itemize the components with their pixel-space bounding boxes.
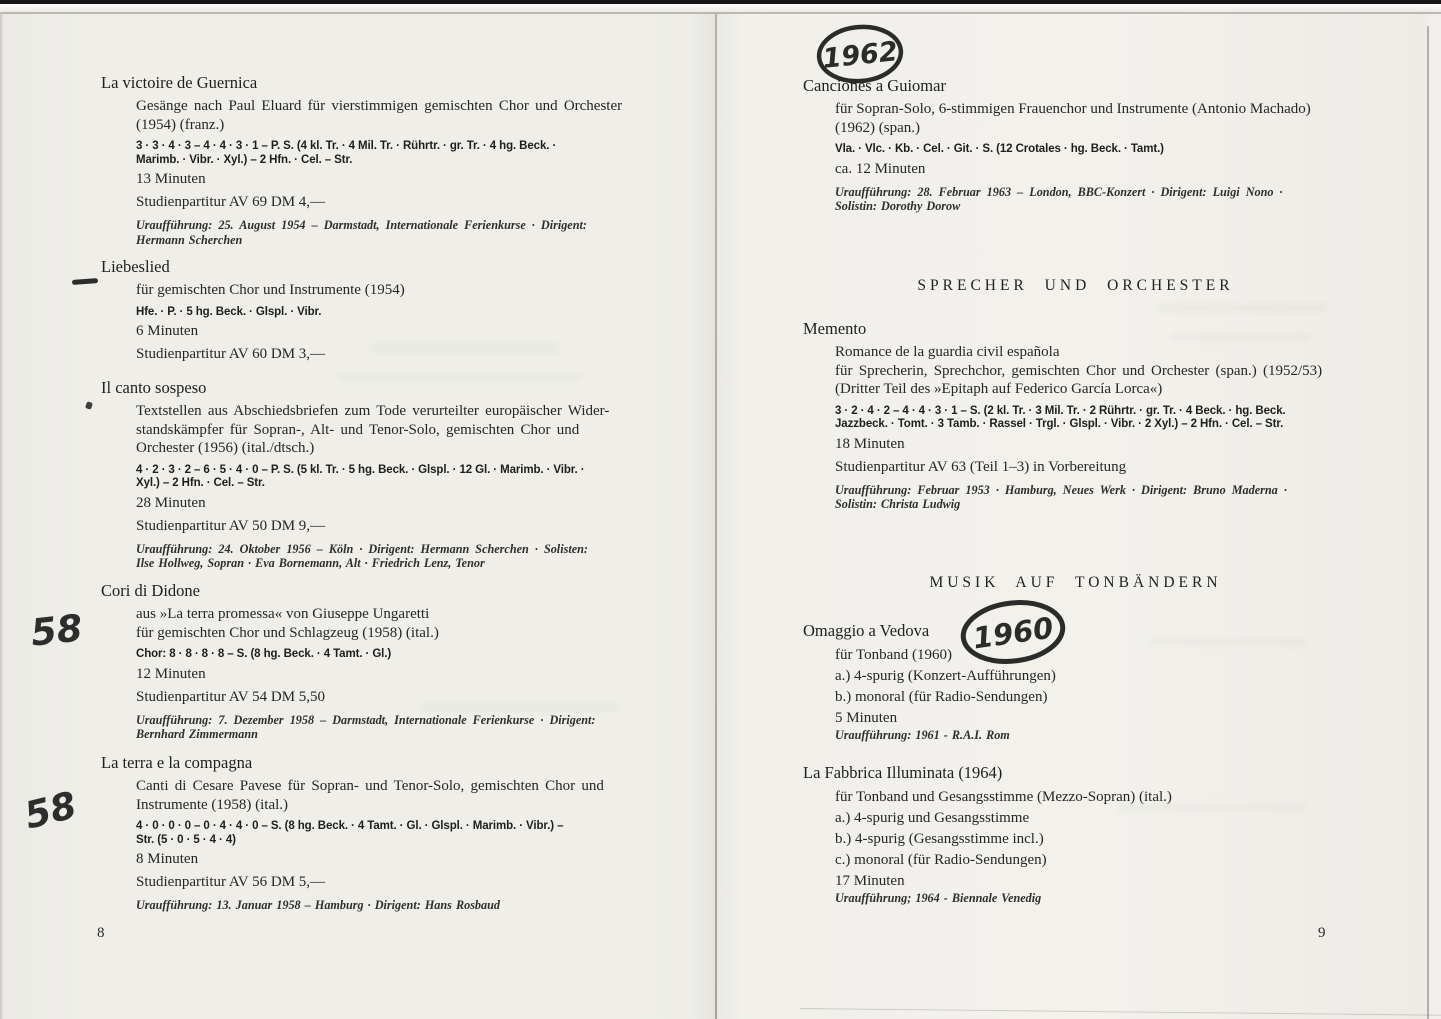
- instrumentation-line: Chor: 8 · 8 · 8 · 8 – S. (8 hg. Beck. · 4 Tamt. · Gl.): [136, 648, 392, 660]
- duration-line: 8 Minuten: [136, 851, 199, 867]
- bleed-through-mark: [370, 344, 560, 352]
- version-option-line: a.) 4-spurig (Konzert-Aufführungen): [835, 668, 1056, 684]
- work-memento: [803, 318, 1403, 511]
- work-title: La terra e la compagna: [101, 753, 253, 772]
- premiere-line: Ilse Hollweg, Sopran · Eva Bornemann, Alt · Friedrich Lenz, Tenor: [136, 556, 485, 570]
- instrumentation-line: 3 · 2 · 4 · 2 – 4 · 4 · 3 · 1 – S. (2 kl. Tr. · 3 Mil. Tr. · 2 Rührtr. · gr. Tr. · 4 Beck. · hg. Beck.: [835, 404, 1286, 417]
- instrumentation-line: 3 · 3 · 4 · 3 – 4 · 4 · 3 · 1 – P. S. (4 kl. Tr. · 4 Mil. Tr. · Rührtr. · gr. Tr. · 4 hg. Beck. ·: [136, 140, 557, 152]
- premiere-line: Uraufführung: 25. August 1954 – Darmstadt, Internationale Ferienkurse · Dirigent:: [136, 218, 587, 232]
- work-il-canto-sospeso: [101, 377, 676, 570]
- score-line: Studienpartitur AV 60 DM 3,—: [136, 346, 326, 362]
- work-description-line: für gemischten Chor und Instrumente (1954): [136, 282, 405, 298]
- page-right-edge-line: [1427, 26, 1429, 1019]
- instrumentation-line: 4 · 0 · 0 · 0 – 0 · 4 · 4 · 0 – S. (8 hg. Beck. · 4 Tamt. · Gl. · Glspl. · Marimb. · Vibr.) –: [136, 820, 564, 832]
- work-description-line: Textstellen aus Abschiedsbriefen zum Tode verurteilter europäischer Wider-: [136, 403, 610, 419]
- page-number-right: 9: [1318, 925, 1326, 941]
- premiere-line: Uraufführung; 1964 - Biennale Venedig: [835, 891, 1042, 905]
- work-description-line: Romance de la guardia civil española: [835, 344, 1060, 360]
- work-la-fabbrica-illuminata: [803, 762, 1403, 905]
- instrumentation-line: Hfe. · P. · 5 hg. Beck. · Glspl. · Vibr.: [136, 305, 322, 318]
- page-gutter-line: [715, 14, 717, 1019]
- version-option-line: b.) monoral (für Radio-Sendungen): [835, 689, 1048, 705]
- gutter-shadow-right: [717, 14, 743, 1019]
- duration-line: 6 Minuten: [136, 323, 199, 339]
- bleed-through-mark: [1172, 334, 1312, 341]
- instrumentation-line: Xyl.) – 2 Hfn. · Cel. – Str.: [136, 477, 265, 489]
- work-title: Omaggio a Vedova: [803, 621, 930, 640]
- instrumentation-line: 4 · 2 · 3 · 2 – 6 · 5 · 4 · 0 – P. S. (5 kl. Tr. · 5 hg. Beck. · Glspl. · 12 Gl. · Marimb. · Vibr. ·: [136, 463, 585, 476]
- scan-top-edge-highlight: [0, 4, 1441, 12]
- handwritten-margin-note: 58: [28, 606, 85, 655]
- work-description-line: aus »La terra promessa« von Giuseppe Ungaretti: [136, 606, 430, 622]
- work-description-line: Instrumente (1958) (ital.): [136, 796, 289, 813]
- handwritten-dot-mark: [85, 401, 93, 410]
- page-left: [0, 14, 715, 1019]
- work-description-line: für Tonband (1960): [835, 647, 952, 663]
- duration-line: 12 Minuten: [136, 665, 206, 682]
- score-line: Studienpartitur AV 56 DM 5,—: [136, 874, 326, 890]
- instrumentation-line: Marimb. · Vibr. · Xyl.) – 2 Hfn. · Cel. – Str.: [136, 153, 353, 166]
- duration-line: 18 Minuten: [835, 435, 905, 452]
- bleed-through-mark: [420, 704, 620, 711]
- work-cori-di-didone: [101, 580, 676, 741]
- work-title: Il canto sospeso: [101, 378, 207, 397]
- premiere-line: Uraufführung: 24. Oktober 1956 – Köln · Dirigent: Hermann Scherchen · Solisten:: [136, 541, 588, 556]
- work-description-line: (1954) (franz.): [136, 116, 225, 133]
- work-canciones-a-guiomar: [803, 75, 1403, 213]
- work-description-line: Gesänge nach Paul Eluard für vierstimmigen gemischten Chor und Orchester: [136, 98, 623, 114]
- version-option-line: c.) monoral (für Radio-Sendungen): [835, 852, 1047, 868]
- work-title: Canciones a Guiomar: [803, 76, 946, 95]
- work-description-line: Orchester (1956) (ital./dtsch.): [136, 440, 315, 456]
- premiere-line: Uraufführung: 13. Januar 1958 – Hamburg · Dirigent: Hans Rosbaud: [136, 898, 500, 912]
- handwritten-dash-mark: [72, 278, 98, 285]
- instrumentation-line: Str. (5 · 0 · 5 · 4 · 4): [136, 833, 236, 846]
- page-number-left: 8: [97, 925, 105, 941]
- premiere-line: Solistin: Dorothy Dorow: [835, 199, 961, 213]
- score-line: Studienpartitur AV 63 (Teil 1–3) in Vorbereitung: [835, 458, 1127, 475]
- hand-year-text: 1960: [970, 610, 1056, 656]
- bleed-through-mark: [1157, 304, 1327, 312]
- score-line: Studienpartitur AV 50 DM 9,—: [136, 517, 326, 534]
- work-description-line: (1962) (span.): [835, 119, 920, 136]
- handwritten-margin-note: 58: [20, 783, 81, 838]
- score-line: Studienpartitur AV 69 DM 4,—: [136, 194, 326, 210]
- work-title: La Fabbrica Illuminata (1964): [803, 763, 1003, 782]
- work-description-line: für Sprecherin, Sprechchor, gemischten Chor und Orchester (span.) (1952/53): [835, 362, 1323, 379]
- duration-line: 13 Minuten: [136, 171, 206, 187]
- duration-line: 28 Minuten: [136, 494, 206, 511]
- scan-left-edge: [0, 12, 4, 1019]
- work-la-victoire-de-guernica: [101, 72, 676, 246]
- score-line: Studienpartitur AV 54 DM 5,50: [136, 688, 326, 705]
- work-title: La victoire de Guernica: [101, 73, 258, 92]
- version-option-line: a.) 4-spurig und Gesangsstimme: [835, 810, 1030, 826]
- bleed-through-mark: [1147, 639, 1307, 646]
- work-description-line: für gemischten Chor und Schlagzeug (1958) (ital.): [136, 624, 439, 641]
- section-heading-sprecher-und-orchester: SPRECHER UND ORCHESTER: [917, 277, 1234, 294]
- work-title: Liebeslied: [101, 257, 170, 276]
- bleed-through-mark: [1117, 804, 1307, 811]
- scan-right-margin: [1429, 14, 1441, 1019]
- duration-line: 17 Minuten: [835, 873, 905, 889]
- instrumentation-line: Vla. · Vlc. · Kb. · Cel. · Git. · S. (12 Crotales · hg. Beck. · Tamt.): [835, 143, 1164, 155]
- work-title: Cori di Didone: [101, 581, 200, 600]
- version-option-line: b.) 4-spurig (Gesangsstimme incl.): [835, 831, 1044, 847]
- premiere-line: Bernhard Zimmermann: [136, 727, 258, 741]
- page-right: [717, 14, 1427, 1019]
- work-description-line: für Sopran-Solo, 6-stimmigen Frauenchor und Instrumente (Antonio Machado): [835, 101, 1311, 117]
- work-la-terra-e-la-compagna: [101, 752, 676, 912]
- premiere-line: Uraufführung: 28. Februar 1963 – London, BBC-Konzert · Dirigent: Luigi Nono ·: [835, 184, 1283, 199]
- premiere-line: Uraufführung: 7. Dezember 1958 – Darmstadt, Internationale Ferienkurse · Dirigent:: [136, 712, 596, 727]
- premiere-line: Uraufführung: 1961 - R.A.I. Rom: [835, 728, 1010, 742]
- premiere-line: Uraufführung: Februar 1953 · Hamburg, Neues Werk · Dirigent: Bruno Maderna ·: [835, 482, 1287, 497]
- work-omaggio-a-vedova: [803, 620, 1403, 742]
- premiere-line: Hermann Scherchen: [136, 232, 243, 247]
- duration-line: 5 Minuten: [835, 710, 898, 726]
- gutter-shadow-left: [691, 14, 715, 1019]
- work-title: Memento: [803, 319, 867, 338]
- work-description-line: standskämpfer für Sopran-, Alt- und Tenor-Solo, gemischten Chor und: [136, 421, 580, 438]
- work-description-line: für Tonband und Gesangsstimme (Mezzo-Sopran) (ital.): [835, 789, 1172, 805]
- instrumentation-line: Jazzbeck. · Tomt. · 3 Tamb. · Rassel · Trgl. · Glspl. · Vibr. · 2 Xyl.) – 2 Hfn. · Cel. – Str.: [835, 418, 1284, 430]
- premiere-line: Solistin: Christa Ludwig: [835, 497, 961, 511]
- bleed-through-mark: [340, 374, 580, 381]
- work-description-line: (Dritter Teil des »Epitaph auf Federico García Lorca«): [835, 381, 1163, 397]
- work-description-line: Canti di Cesare Pavese für Sopran- und Tenor-Solo, gemischten Chor und: [136, 778, 604, 794]
- duration-line: ca. 12 Minuten: [835, 160, 926, 177]
- hand-year-text: 1962: [821, 36, 900, 75]
- section-heading-musik-auf-tonbaendern: MUSIK AUF TONBÄNDERN: [929, 574, 1222, 591]
